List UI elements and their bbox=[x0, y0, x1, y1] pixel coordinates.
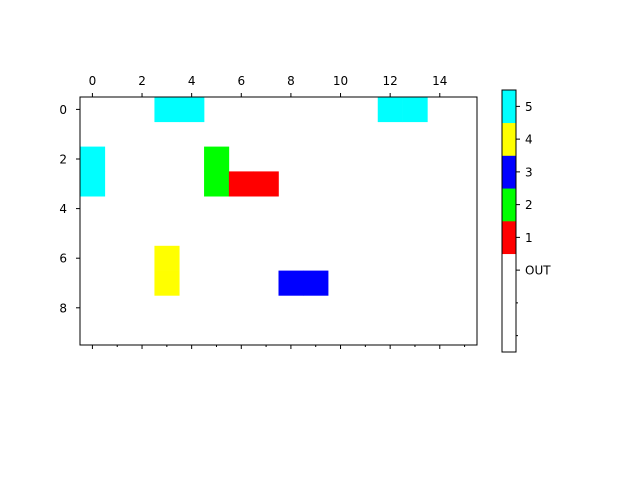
heatmap-cell bbox=[204, 147, 229, 172]
y-tick-label: 4 bbox=[59, 202, 67, 217]
colorbar-tick-label: 2 bbox=[525, 198, 533, 213]
heatmap-cell bbox=[80, 171, 105, 196]
heatmap-cell bbox=[154, 246, 179, 271]
colorbar-tick-label: 4 bbox=[525, 132, 533, 147]
heatmap-cell bbox=[403, 97, 428, 122]
heatmap-cell bbox=[254, 171, 279, 196]
heatmap-cell bbox=[204, 171, 229, 196]
colorbar-tick-label: 3 bbox=[525, 165, 533, 180]
x-tick-label: 4 bbox=[187, 74, 196, 88]
colorbar-segment bbox=[502, 123, 516, 156]
x-tick-label: 0 bbox=[88, 74, 97, 88]
x-tick-label: 6 bbox=[237, 74, 246, 88]
x-tick-label: 14 bbox=[432, 74, 448, 88]
colorbar-segment bbox=[502, 156, 516, 189]
colorbar-segment bbox=[502, 254, 516, 353]
heatmap-cell bbox=[179, 97, 204, 122]
heatmap-cell bbox=[154, 271, 179, 296]
colorbar-segment bbox=[502, 188, 516, 221]
y-tick-label: 0 bbox=[59, 102, 67, 117]
colorbar-segment bbox=[502, 90, 516, 123]
heatmap-cell bbox=[80, 147, 105, 172]
heatmap-cell bbox=[229, 171, 254, 196]
heatmap-cell bbox=[279, 271, 304, 296]
x-tick-label: 12 bbox=[382, 74, 398, 88]
x-tick-label: 10 bbox=[332, 74, 349, 88]
colorbar-tick-label: 5 bbox=[525, 99, 533, 114]
y-tick-label: 6 bbox=[59, 251, 67, 266]
colorbar-tick-label: OUT bbox=[525, 263, 551, 278]
heatmap-cell bbox=[378, 97, 403, 122]
x-tick-label: 2 bbox=[138, 74, 146, 88]
heatmap-cell bbox=[154, 97, 179, 122]
colorbar-tick-label: 1 bbox=[525, 230, 533, 245]
heatmap-cell bbox=[303, 271, 328, 296]
y-tick-label: 2 bbox=[59, 152, 67, 167]
x-tick-label: 8 bbox=[287, 74, 295, 88]
y-tick-label: 8 bbox=[59, 301, 67, 316]
colorbar-segment bbox=[502, 221, 516, 254]
